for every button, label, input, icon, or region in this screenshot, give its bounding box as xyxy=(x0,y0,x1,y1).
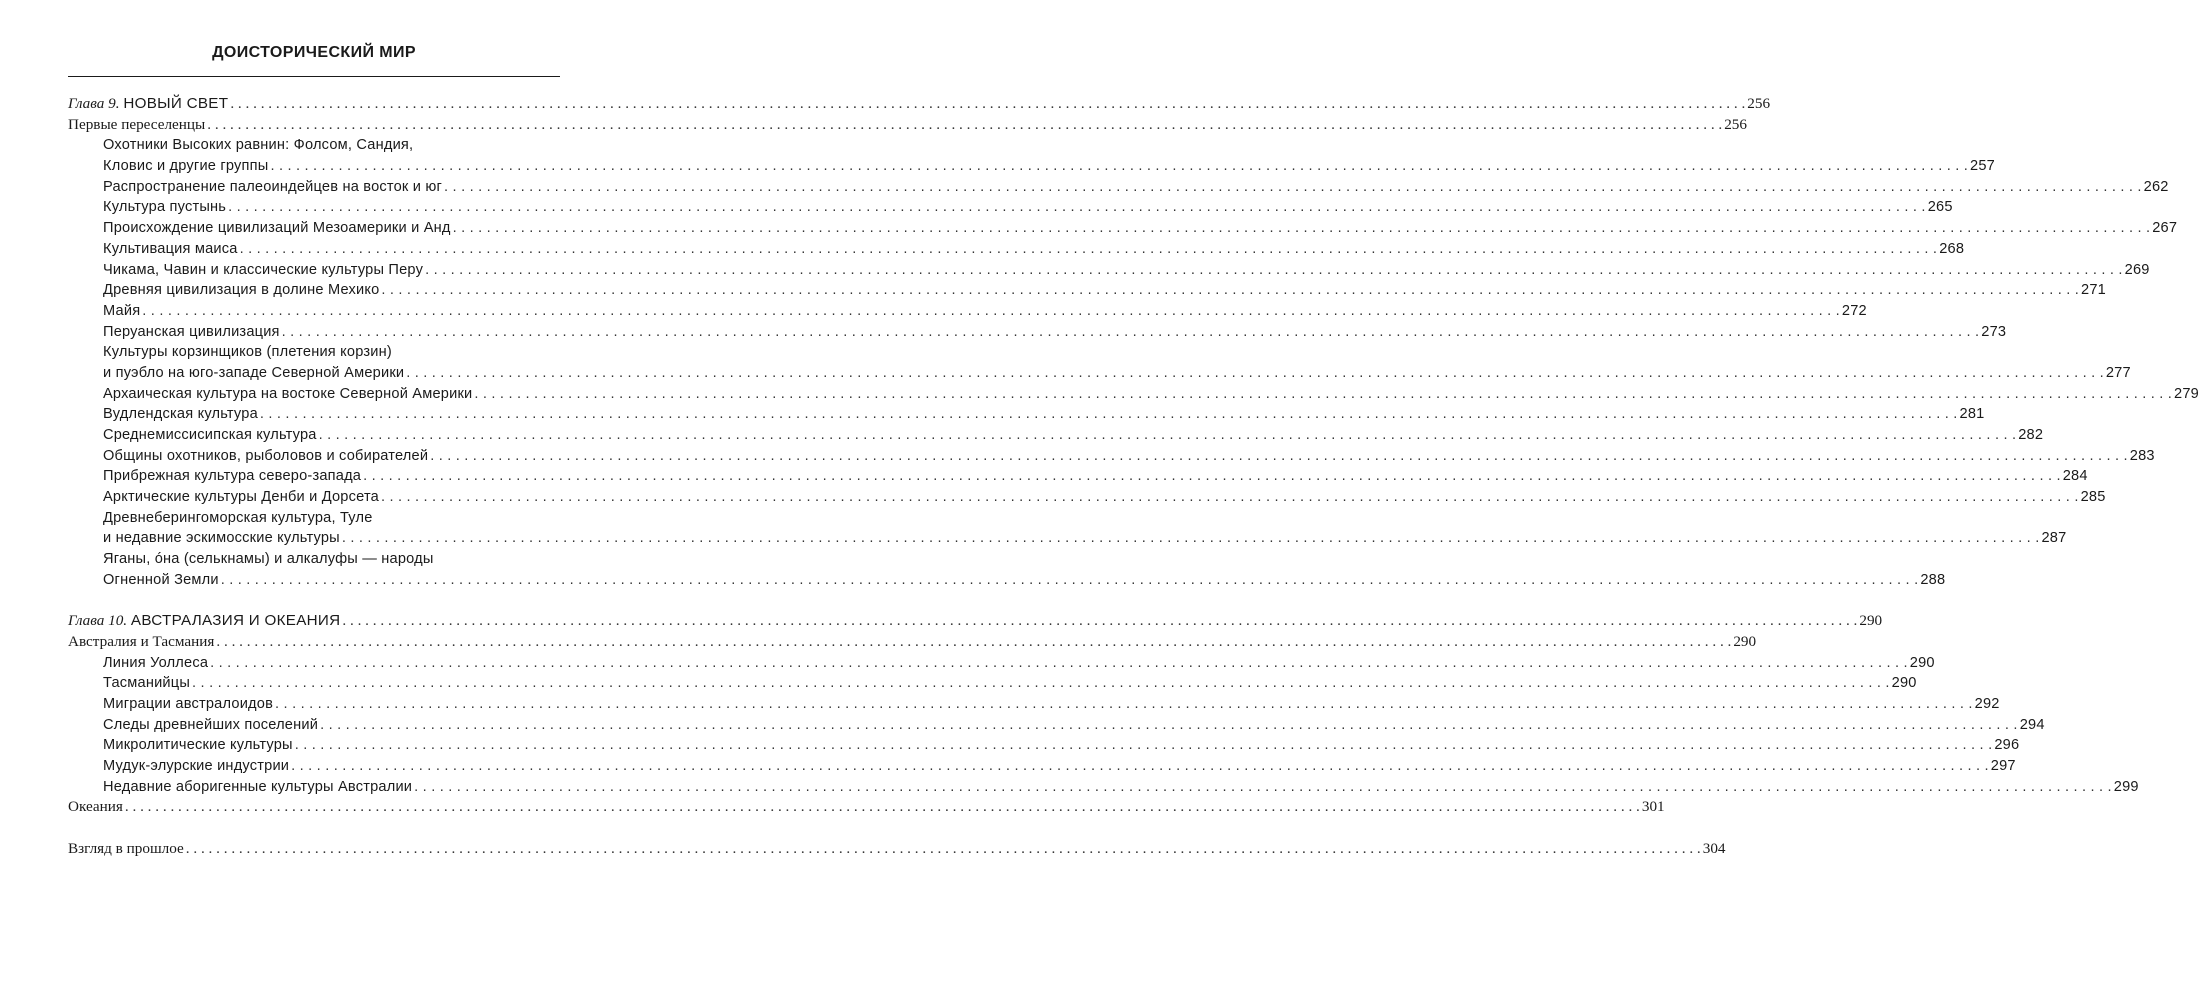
entry-title: Миграции австралоидов xyxy=(103,695,274,712)
page-number: 290 xyxy=(1891,675,1917,692)
page-number: 287 xyxy=(2041,530,2067,547)
toc-entry[interactable] xyxy=(68,322,2007,343)
toc-epilogue[interactable] xyxy=(68,839,1726,860)
page-number: 288 xyxy=(1920,571,1946,588)
leader-dots: . . . . . . . . . . . . . . . . . . . . . . . . . . . . . . . . . . . . . . . . . . . . . . . . . . . . . . . . . . . . . . . . . . . . . . . . . . . . . . . . . . . . . . . . . . . . . . . . . . . . . . . . . . . . . . . . . . . . . . . . . . . . . . . . . . . . . . . . . . . . . . . . . . . . . . . . . . . . . . . . . . . . . . . . . . . . . . . . . . . . . . . . . . . . . . . . . . . . . . . . xyxy=(142,302,1840,319)
leader-dots: . . . . . . . . . . . . . . . . . . . . . . . . . . . . . . . . . . . . . . . . . . . . . . . . . . . . . . . . . . . . . . . . . . . . . . . . . . . . . . . . . . . . . . . . . . . . . . . . . . . . . . . . . . . . . . . . . . . . . . . . . . . . . . . . . . . . . . . . . . . . . . . . . . . . . . . . . . . . . . . . . . . . . . . . . . . . . . . . . . . . . . . . . . . . . . . . . . . . . . . . xyxy=(216,632,1732,650)
entry-title: Кловис и другие группы xyxy=(103,158,269,175)
toc-entry[interactable] xyxy=(68,756,2016,777)
entry-title: Вудлендская культура xyxy=(103,406,258,423)
page-number: 256 xyxy=(1747,95,1771,112)
leader-dots: . . . . . . . . . . . . . . . . . . . . . . . . . . . . . . . . . . . . . . . . . . . . . . . . . . . . . . . . . . . . . . . . . . . . . . . . . . . . . . . . . . . . . . . . . . . . . . . . . . . . . . . . . . . . . . . . . . . . . . . . . . . . . . . . . . . . . . . . . . . . . . . . . . . . . . . . . . . . . . . . . . . . . . . . . . . . . . . . . . . . . . . . . . . . . . . . . . . . . . . . xyxy=(124,798,1640,816)
leader-dots: . . . . . . . . . . . . . . . . . . . . . . . . . . . . . . . . . . . . . . . . . . . . . . . . . . . . . . . . . . . . . . . . . . . . . . . . . . . . . . . . . . . . . . . . . . . . . . . . . . . . . . . . . . . . . . . . . . . . . . . . . . . . . . . . . . . . . . . . . . . . . . . . . . . . . . . . . . . . . . . . . . . . . . . . . . . . . . . . . . . . . . . . . . . . . . . . . . . . . . . . xyxy=(318,427,2017,443)
page-number: 296 xyxy=(1994,737,2020,754)
page-number: 294 xyxy=(2019,716,2045,733)
entry-title: Культура пустынь xyxy=(103,199,227,216)
leader-dots: . . . . . . . . . . . . . . . . . . . . . . . . . . . . . . . . . . . . . . . . . . . . . . . . . . . . . . . . . . . . . . . . . . . . . . . . . . . . . . . . . . . . . . . . . . . . . . . . . . . . . . . . . . . . . . . . . . . . . . . . . . . . . . . . . . . . . . . . . . . . . . . . . . . . . . . . . . . . . . . . . . . . . . . . . . . . . . . . . . . . . . . . . . . . . . . . . . . . . . . . xyxy=(239,240,1938,257)
page-number: 304 xyxy=(1702,839,1726,857)
page-number: 272 xyxy=(1841,302,1867,319)
toc-entry[interactable] xyxy=(68,280,2106,301)
toc-section-australia-tasmania[interactable] xyxy=(68,632,1757,653)
page-number: 283 xyxy=(2129,447,2155,464)
entry-title: Перуанская цивилизация xyxy=(103,323,280,340)
entry-title: Арктические культуры Денби и Дорсета xyxy=(103,489,379,506)
page-number: 267 xyxy=(2152,220,2178,237)
leader-dots: . . . . . . . . . . . . . . . . . . . . . . . . . . . . . . . . . . . . . . . . . . . . . . . . . . . . . . . . . . . . . . . . . . . . . . . . . . . . . . . . . . . . . . . . . . . . . . . . . . . . . . . . . . . . . . . . . . . . . . . . . . . . . . . . . . . . . . . . . . . . . . . . . . . . . . . . . . . . . . . . . . . . . . . . . . . . . . . . . . . . . . . . . . . . . . . . . . . . . . . . xyxy=(381,282,2079,299)
page-number: 292 xyxy=(1974,695,2000,712)
entry-title: Следы древнейших поселений xyxy=(103,716,319,733)
toc-entry[interactable] xyxy=(68,404,1985,425)
page-number: 269 xyxy=(2124,261,2150,278)
toc-entry[interactable] xyxy=(68,218,2178,239)
toc-entry[interactable] xyxy=(68,715,2045,736)
entry-title: Чикама, Чавин и классические культуры Перу xyxy=(103,261,424,278)
leader-dots: . . . . . . . . . . . . . . . . . . . . . . . . . . . . . . . . . . . . . . . . . . . . . . . . . . . . . . . . . . . . . . . . . . . . . . . . . . . . . . . . . . . . . . . . . . . . . . . . . . . . . . . . . . . . . . . . . . . . . . . . . . . . . . . . . . . . . . . . . . . . . . . . . . . . . . . . . . . . . . . . . . . . . . . . . . . . . . . . . . . . . . . . . . . . . . . . . . . . . . . . xyxy=(220,571,1919,588)
toc-entry[interactable] xyxy=(68,570,1946,591)
toc-entry-line[interactable]: Древнеберингоморская культура, Туле xyxy=(103,509,373,526)
entry-title: Тасманийцы xyxy=(103,675,191,692)
leader-dots: . . . . . . . . . . . . . . . . . . . . . . . . . . . . . . . . . . . . . . . . . . . . . . . . . . . . . . . . . . . . . . . . . . . . . . . . . . . . . . . . . . . . . . . . . . . . . . . . . . . . . . . . . . . . . . . . . . . . . . . . . . . . . . . . . . . . . . . . . . . . . . . . . . . . . . . . . . . . . . . . . . . . . . . . . . . . . . . . . . . . . . . . . . . . . . . . . . . . . . . . xyxy=(363,468,2061,485)
page-number: 285 xyxy=(2080,489,2106,506)
leader-dots: . . . . . . . . . . . . . . . . . . . . . . . . . . . . . . . . . . . . . . . . . . . . . . . . . . . . . . . . . . . . . . . . . . . . . . . . . . . . . . . . . . . . . . . . . . . . . . . . . . . . . . . . . . . . . . . . . . . . . . . . . . . . . . . . . . . . . . . . . . . . . . . . . . . . . . . . . . . . . . . . . . . . . . . . . . . . . . . . . . . . . . . . . . . . . . . . . . . . . . . . xyxy=(320,716,2018,733)
page-number: 297 xyxy=(1990,758,2016,774)
entry-title: Огненной Земли xyxy=(103,571,219,588)
toc-entry-line[interactable]: Охотники Высоких равнин: Фолсом, Сандия, xyxy=(103,137,414,154)
entry-title: Общины охотников, рыболовов и собирателей xyxy=(103,447,429,464)
page-number: 290 xyxy=(1909,654,1935,671)
page-number: 256 xyxy=(1724,115,1747,133)
entry-title: Происхождение цивилизаций Мезоамерики и Анд xyxy=(103,220,451,237)
toc-entry[interactable] xyxy=(68,777,2139,798)
toc-section-first-settlers[interactable] xyxy=(68,115,1747,136)
leader-dots: . . . . . . . . . . . . . . . . . . . . . . . . . . . . . . . . . . . . . . . . . . . . . . . . . . . . . . . . . . . . . . . . . . . . . . . . . . . . . . . . . . . . . . . . . . . . . . . . . . . . . . . . . . . . . . . . . . . . . . . . . . . . . . . . . . . . . . . . . . . . . . . . . . . . . . . . . . . . . . . . . . . . . . . . . . . . . . . . . . . . . . . . . . . . . . . . . . . . . . . . xyxy=(230,95,1746,112)
table-of-contents xyxy=(68,94,2199,859)
leader-dots: . . . . . . . . . . . . . . . . . . . . . . . . . . . . . . . . . . . . . . . . . . . . . . . . . . . . . . . . . . . . . . . . . . . . . . . . . . . . . . . . . . . . . . . . . . . . . . . . . . . . . . . . . . . . . . . . . . . . . . . . . . . . . . . . . . . . . . . . . . . . . . . . . . . . . . . . . . . . . . . . . . . . . . . . . . . . . . . . . . . . . . . . . . . . . . . . . . . . . . . . xyxy=(259,406,1958,423)
section-title: Австралия и Тасмания xyxy=(68,632,215,650)
section-title: Океания xyxy=(68,798,123,816)
page-number: 268 xyxy=(1939,240,1965,257)
chapter-label: Глава 10. xyxy=(68,612,128,630)
leader-dots: . . . . . . . . . . . . . . . . . . . . . . . . . . . . . . . . . . . . . . . . . . . . . . . . . . . . . . . . . . . . . . . . . . . . . . . . . . . . . . . . . . . . . . . . . . . . . . . . . . . . . . . . . . . . . . . . . . . . . . . . . . . . . . . . . . . . . . . . . . . . . . . . . . . . . . . . . . . . . . . . . . . . . . . . . . . . . . . . . . . . . . . . . . . . . . . . . . . . . . . . xyxy=(185,839,1701,857)
toc-entry[interactable] xyxy=(68,363,2131,384)
chapter-10-items xyxy=(68,653,2139,798)
epilogue-title: Взгляд в прошлое xyxy=(68,839,184,857)
leader-dots: . . . . . . . . . . . . . . . . . . . . . . . . . . . . . . . . . . . . . . . . . . . . . . . . . . . . . . . . . . . . . . . . . . . . . . . . . . . . . . . . . . . . . . . . . . . . . . . . . . . . . . . . . . . . . . . . . . . . . . . . . . . . . . . . . . . . . . . . . . . . . . . . . . . . . . . . . . . . . . . . . . . . . . . . . . . . . . . . . . . . . . . . . . . . . . . . . . . . . . . . xyxy=(294,737,1993,754)
chapter-label: Глава 9. xyxy=(68,95,120,112)
page-number: 299 xyxy=(2113,778,2139,795)
leader-dots: . . . . . . . . . . . . . . . . . . . . . . . . . . . . . . . . . . . . . . . . . . . . . . . . . . . . . . . . . . . . . . . . . . . . . . . . . . . . . . . . . . . . . . . . . . . . . . . . . . . . . . . . . . . . . . . . . . . . . . . . . . . . . . . . . . . . . . . . . . . . . . . . . . . . . . . . . . . . . . . . . . . . . . . . . . . . . . . . . . . . . . . . . . . . . . . . . . . . . . . . xyxy=(291,758,1989,774)
toc-entry[interactable] xyxy=(68,156,1995,177)
toc-entry[interactable] xyxy=(68,177,2169,198)
leader-dots: . . . . . . . . . . . . . . . . . . . . . . . . . . . . . . . . . . . . . . . . . . . . . . . . . . . . . . . . . . . . . . . . . . . . . . . . . . . . . . . . . . . . . . . . . . . . . . . . . . . . . . . . . . . . . . . . . . . . . . . . . . . . . . . . . . . . . . . . . . . . . . . . . . . . . . . . . . . . . . . . . . . . . . . . . . . . . . . . . . . . . . . . . . . . . . . . . . . . . . . . xyxy=(414,778,2112,795)
entry-title: Линия Уоллеса xyxy=(103,654,209,671)
leader-dots: . . . . . . . . . . . . . . . . . . . . . . . . . . . . . . . . . . . . . . . . . . . . . . . . . . . . . . . . . . . . . . . . . . . . . . . . . . . . . . . . . . . . . . . . . . . . . . . . . . . . . . . . . . . . . . . . . . . . . . . . . . . . . . . . . . . . . . . . . . . . . . . . . . . . . . . . . . . . . . . . . . . . . . . . . . . . . . . . . . . . . . . . . . . . . . . . . . . . . . . . xyxy=(342,612,1858,630)
toc-entry[interactable] xyxy=(68,653,1935,674)
page-number: 265 xyxy=(1927,199,1953,216)
entry-title: Древняя цивилизация в долине Мехико xyxy=(103,282,380,299)
leader-dots: . . . . . . . . . . . . . . . . . . . . . . . . . . . . . . . . . . . . . . . . . . . . . . . . . . . . . . . . . . . . . . . . . . . . . . . . . . . . . . . . . . . . . . . . . . . . . . . . . . . . . . . . . . . . . . . . . . . . . . . . . . . . . . . . . . . . . . . . . . . . . . . . . . . . . . . . . . . . . . . . . . . . . . . . . . . . . . . . . . . . . . . . . . . . . . . . . . . . . . . . xyxy=(228,199,1926,216)
leader-dots: . . . . . . . . . . . . . . . . . . . . . . . . . . . . . . . . . . . . . . . . . . . . . . . . . . . . . . . . . . . . . . . . . . . . . . . . . . . . . . . . . . . . . . . . . . . . . . . . . . . . . . . . . . . . . . . . . . . . . . . . . . . . . . . . . . . . . . . . . . . . . . . . . . . . . . . . . . . . . . . . . . . . . . . . . . . . . . . . . . . . . . . . . . . . . . . . . . . . . . . . xyxy=(270,158,1969,175)
toc-section-oceania[interactable] xyxy=(68,797,1665,818)
entry-title: Прибрежная культура северо-запада xyxy=(103,468,362,485)
running-header: ДОИСТОРИЧЕСКИЙ МИР xyxy=(212,44,416,61)
header-rule xyxy=(68,76,560,77)
page-number: 301 xyxy=(1641,798,1665,816)
chapter-9-items xyxy=(68,135,2199,590)
toc-entry[interactable] xyxy=(68,197,1953,218)
page-number: 282 xyxy=(2018,427,2044,443)
leader-dots: . . . . . . . . . . . . . . . . . . . . . . . . . . . . . . . . . . . . . . . . . . . . . . . . . . . . . . . . . . . . . . . . . . . . . . . . . . . . . . . . . . . . . . . . . . . . . . . . . . . . . . . . . . . . . . . . . . . . . . . . . . . . . . . . . . . . . . . . . . . . . . . . . . . . . . . . . . . . . . . . . . . . . . . . . . . . . . . . . . . . . . . . . . . . . . . . . . . . . . . . xyxy=(275,695,1973,712)
toc-chapter-9[interactable] xyxy=(68,94,1771,115)
page-number: 262 xyxy=(2143,178,2169,195)
leader-dots: . . . . . . . . . . . . . . . . . . . . . . . . . . . . . . . . . . . . . . . . . . . . . . . . . . . . . . . . . . . . . . . . . . . . . . . . . . . . . . . . . . . . . . . . . . . . . . . . . . . . . . . . . . . . . . . . . . . . . . . . . . . . . . . . . . . . . . . . . . . . . . . . . . . . . . . . . . . . . . . . . . . . . . . . . . . . . . . . . . . . . . . . . . . . . . . . . . . . . . . . xyxy=(425,261,2123,278)
toc-entry[interactable] xyxy=(68,384,2199,405)
entry-title: Культивация маиса xyxy=(103,240,238,257)
chapter-title: АВСТРАЛАЗИЯ И ОКЕАНИЯ xyxy=(130,612,341,630)
leader-dots: . . . . . . . . . . . . . . . . . . . . . . . . . . . . . . . . . . . . . . . . . . . . . . . . . . . . . . . . . . . . . . . . . . . . . . . . . . . . . . . . . . . . . . . . . . . . . . . . . . . . . . . . . . . . . . . . . . . . . . . . . . . . . . . . . . . . . . . . . . . . . . . . . . . . . . . . . . . . . . . . . . . . . . . . . . . . . . . . . . . . . . . . . . . . . . . . . . . . . . . . xyxy=(210,654,1908,671)
toc-entry[interactable] xyxy=(68,446,2155,467)
leader-dots: . . . . . . . . . . . . . . . . . . . . . . . . . . . . . . . . . . . . . . . . . . . . . . . . . . . . . . . . . . . . . . . . . . . . . . . . . . . . . . . . . . . . . . . . . . . . . . . . . . . . . . . . . . . . . . . . . . . . . . . . . . . . . . . . . . . . . . . . . . . . . . . . . . . . . . . . . . . . . . . . . . . . . . . . . . . . . . . . . . . . . . . . . . . . . . . . . . . . . . . . xyxy=(207,115,1723,133)
entry-title: Майя xyxy=(103,302,141,319)
page-number: 271 xyxy=(2081,282,2106,299)
entry-title: Микролитические культуры xyxy=(103,737,293,754)
page-number: 257 xyxy=(1970,158,1995,175)
leader-dots: . . . . . . . . . . . . . . . . . . . . . . . . . . . . . . . . . . . . . . . . . . . . . . . . . . . . . . . . . . . . . . . . . . . . . . . . . . . . . . . . . . . . . . . . . . . . . . . . . . . . . . . . . . . . . . . . . . . . . . . . . . . . . . . . . . . . . . . . . . . . . . . . . . . . . . . . . . . . . . . . . . . . . . . . . . . . . . . . . . . . . . . . . . . . . . . . . . . . . . . . xyxy=(281,323,1980,340)
page-number: 273 xyxy=(1981,323,2007,340)
page-number: 290 xyxy=(1733,632,1757,650)
toc-entry[interactable] xyxy=(68,673,1917,694)
leader-dots: . . . . . . . . . . . . . . . . . . . . . . . . . . . . . . . . . . . . . . . . . . . . . . . . . . . . . . . . . . . . . . . . . . . . . . . . . . . . . . . . . . . . . . . . . . . . . . . . . . . . . . . . . . . . . . . . . . . . . . . . . . . . . . . . . . . . . . . . . . . . . . . . . . . . . . . . . . . . . . . . . . . . . . . . . . . . . . . . . . . . . . . . . . . . . . . . . . . . . . . . xyxy=(341,530,2040,547)
leader-dots: . . . . . . . . . . . . . . . . . . . . . . . . . . . . . . . . . . . . . . . . . . . . . . . . . . . . . . . . . . . . . . . . . . . . . . . . . . . . . . . . . . . . . . . . . . . . . . . . . . . . . . . . . . . . . . . . . . . . . . . . . . . . . . . . . . . . . . . . . . . . . . . . . . . . . . . . . . . . . . . . . . . . . . . . . . . . . . . . . . . . . . . . . . . . . . . . . . . . . . . . xyxy=(192,675,1890,692)
toc-entry[interactable] xyxy=(68,239,1965,260)
leader-dots: . . . . . . . . . . . . . . . . . . . . . . . . . . . . . . . . . . . . . . . . . . . . . . . . . . . . . . . . . . . . . . . . . . . . . . . . . . . . . . . . . . . . . . . . . . . . . . . . . . . . . . . . . . . . . . . . . . . . . . . . . . . . . . . . . . . . . . . . . . . . . . . . . . . . . . . . . . . . . . . . . . . . . . . . . . . . . . . . . . . . . . . . . . . . . . . . . . . . . . . . xyxy=(380,489,2079,506)
page-number: 279 xyxy=(2174,385,2199,402)
toc-entry[interactable] xyxy=(68,466,2088,487)
section-title: Первые переселенцы xyxy=(68,115,206,133)
page-number: 281 xyxy=(1959,406,1985,423)
entry-title: Архаическая культура на востоке Северной Америки xyxy=(103,385,473,402)
entry-title: Мудук-элурские индустрии xyxy=(103,758,290,774)
leader-dots: . . . . . . . . . . . . . . . . . . . . . . . . . . . . . . . . . . . . . . . . . . . . . . . . . . . . . . . . . . . . . . . . . . . . . . . . . . . . . . . . . . . . . . . . . . . . . . . . . . . . . . . . . . . . . . . . . . . . . . . . . . . . . . . . . . . . . . . . . . . . . . . . . . . . . . . . . . . . . . . . . . . . . . . . . . . . . . . . . . . . . . . . . . . . . . . . . . . . . . . . xyxy=(452,220,2151,237)
toc-entry[interactable] xyxy=(68,260,2150,281)
leader-dots: . . . . . . . . . . . . . . . . . . . . . . . . . . . . . . . . . . . . . . . . . . . . . . . . . . . . . . . . . . . . . . . . . . . . . . . . . . . . . . . . . . . . . . . . . . . . . . . . . . . . . . . . . . . . . . . . . . . . . . . . . . . . . . . . . . . . . . . . . . . . . . . . . . . . . . . . . . . . . . . . . . . . . . . . . . . . . . . . . . . . . . . . . . . . . . . . . . . . . . . . xyxy=(430,447,2128,464)
toc-entry[interactable] xyxy=(68,694,2000,715)
toc-entry[interactable] xyxy=(68,425,2044,446)
entry-title: Среднемиссисипская культура xyxy=(103,427,317,443)
page-number: 277 xyxy=(2105,364,2131,381)
toc-entry[interactable] xyxy=(68,735,2020,756)
leader-dots: . . . . . . . . . . . . . . . . . . . . . . . . . . . . . . . . . . . . . . . . . . . . . . . . . . . . . . . . . . . . . . . . . . . . . . . . . . . . . . . . . . . . . . . . . . . . . . . . . . . . . . . . . . . . . . . . . . . . . . . . . . . . . . . . . . . . . . . . . . . . . . . . . . . . . . . . . . . . . . . . . . . . . . . . . . . . . . . . . . . . . . . . . . . . . . . . . . . . . . . . xyxy=(406,364,2104,381)
entry-title: Распространение палеоиндейцев на восток и юг xyxy=(103,178,443,195)
entry-title: и пуэбло на юго-западе Северной Америки xyxy=(103,364,405,381)
leader-dots: . . . . . . . . . . . . . . . . . . . . . . . . . . . . . . . . . . . . . . . . . . . . . . . . . . . . . . . . . . . . . . . . . . . . . . . . . . . . . . . . . . . . . . . . . . . . . . . . . . . . . . . . . . . . . . . . . . . . . . . . . . . . . . . . . . . . . . . . . . . . . . . . . . . . . . . . . . . . . . . . . . . . . . . . . . . . . . . . . . . . . . . . . . . . . . . . . . . . . . . . xyxy=(474,385,2172,402)
chapter-title: НОВЫЙ СВЕТ xyxy=(123,95,229,112)
page-number: 290 xyxy=(1859,612,1883,630)
leader-dots: . . . . . . . . . . . . . . . . . . . . . . . . . . . . . . . . . . . . . . . . . . . . . . . . . . . . . . . . . . . . . . . . . . . . . . . . . . . . . . . . . . . . . . . . . . . . . . . . . . . . . . . . . . . . . . . . . . . . . . . . . . . . . . . . . . . . . . . . . . . . . . . . . . . . . . . . . . . . . . . . . . . . . . . . . . . . . . . . . . . . . . . . . . . . . . . . . . . . . . . . xyxy=(444,178,2142,195)
toc-entry[interactable] xyxy=(68,528,2067,549)
toc-entry[interactable] xyxy=(68,301,1867,322)
toc-entry-line[interactable]: Яганы, óна (селькнамы) и алкалуфы — народы xyxy=(103,551,434,568)
toc-entry-line[interactable]: Культуры корзинщиков (плетения корзин) xyxy=(103,344,392,361)
page-number: 284 xyxy=(2062,468,2088,485)
toc-entry[interactable] xyxy=(68,487,2106,508)
entry-title: и недавние эскимосские культуры xyxy=(103,530,340,547)
entry-title: Недавние аборигенные культуры Австралии xyxy=(103,778,413,795)
toc-chapter-10[interactable] xyxy=(68,611,1883,632)
